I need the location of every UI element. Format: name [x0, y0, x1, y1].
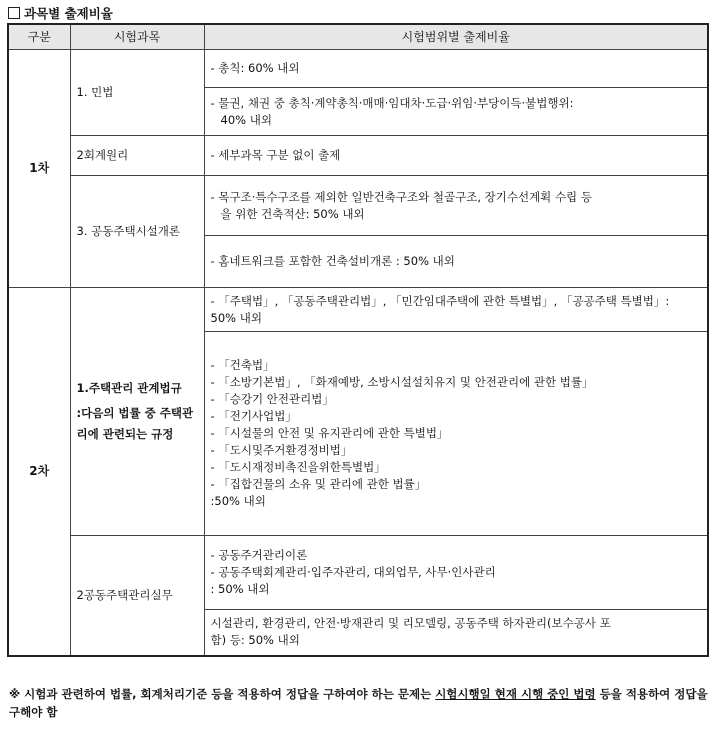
range-cell: - 「주택법」, 「공동주택관리법」, 「민간임대주택에 관한 특별법」, 「공공주택 특별법」: 50% 내외 — [204, 288, 708, 332]
range-cell-law-list: - 「건축법」 - 「소방기본법」, 「화재예방, 소방시설설치유지 및 안전관리에 관한 법률」 - 「승강기 안전관리법」 - 「전기사업법」 - 「시설물의 안전 및 유지관리에 관한 특별법」 - 「도시및주거환경정비법」 - 「도시재정비촉진을위한특별법」 - 「집합건물의 소유 및 관리에 관한 법률」 :50% 내외 — [204, 332, 708, 536]
header-range: 시험범위별 출제비율 — [204, 24, 708, 50]
range-cell: - 물권, 채권 중 총칙·계약총칙·매매·임대차·도급·위임·부당이득·불법행위: 40% 내외 — [204, 88, 708, 136]
table-row — [8, 536, 708, 610]
table-row — [8, 50, 708, 88]
range-cell: - 공동주거관리이론 - 공동주택회계관리·입주자관리, 대외업무, 사무·인사관리 : 50% 내외 — [204, 536, 708, 610]
round1-subject-accounting: 2회계원리 — [70, 136, 204, 176]
range-cell: - 목구조·특수구조를 제외한 일반건축구조와 철골구조, 장기수선계획 수립 등 을 위한 건축적산: 50% 내외 — [204, 176, 708, 236]
round1-subject-civil: 1. 민법 — [70, 50, 204, 136]
range-cell: - 홈네트워크를 포함한 건축설비개론 : 50% 내외 — [204, 236, 708, 288]
header-subject: 시험과목 — [70, 24, 204, 50]
header-gubun: 구분 — [8, 24, 70, 50]
section-title-text: 과목별 출제비율 — [24, 6, 113, 21]
range-cell: - 세부과목 구분 없이 출제 — [204, 136, 708, 176]
round1-subject-facility: 3. 공동주택시설개론 — [70, 176, 204, 288]
range-cell: 시설관리, 환경관리, 안전·방재관리 및 리모델링, 공동주택 하자관리(보수공사 포 함) 등: 50% 내외 — [204, 610, 708, 656]
table-row — [8, 176, 708, 236]
section-title — [8, 4, 113, 22]
range-cell: - 총칙: 60% 내외 — [204, 50, 708, 88]
round1-label: 1차 — [8, 50, 70, 288]
table-row — [8, 288, 708, 332]
checkbox-icon — [8, 7, 20, 19]
footnote: ※ 시험과 관련하여 법률, 회계처리기준 등을 적용하여 정답을 구하여야 하는 문제는 시험시행일 현재 시행 중인 법령 등을 적용하여 정답을 구해야 함 — [9, 687, 708, 719]
table-header-row — [8, 24, 708, 50]
round2-subject-law: 1.주택관리 관계법규 :다음의 법률 중 주택관 리에 관련되는 규정 — [70, 288, 204, 536]
round2-subject-practice: 2공동주택관리실무 — [70, 536, 204, 656]
exam-ratio-table — [7, 23, 709, 657]
table-row — [8, 136, 708, 176]
footnote-underlined: 시험시행일 현재 시행 중인 법령 — [435, 687, 596, 701]
round2-label: 2차 — [8, 288, 70, 656]
